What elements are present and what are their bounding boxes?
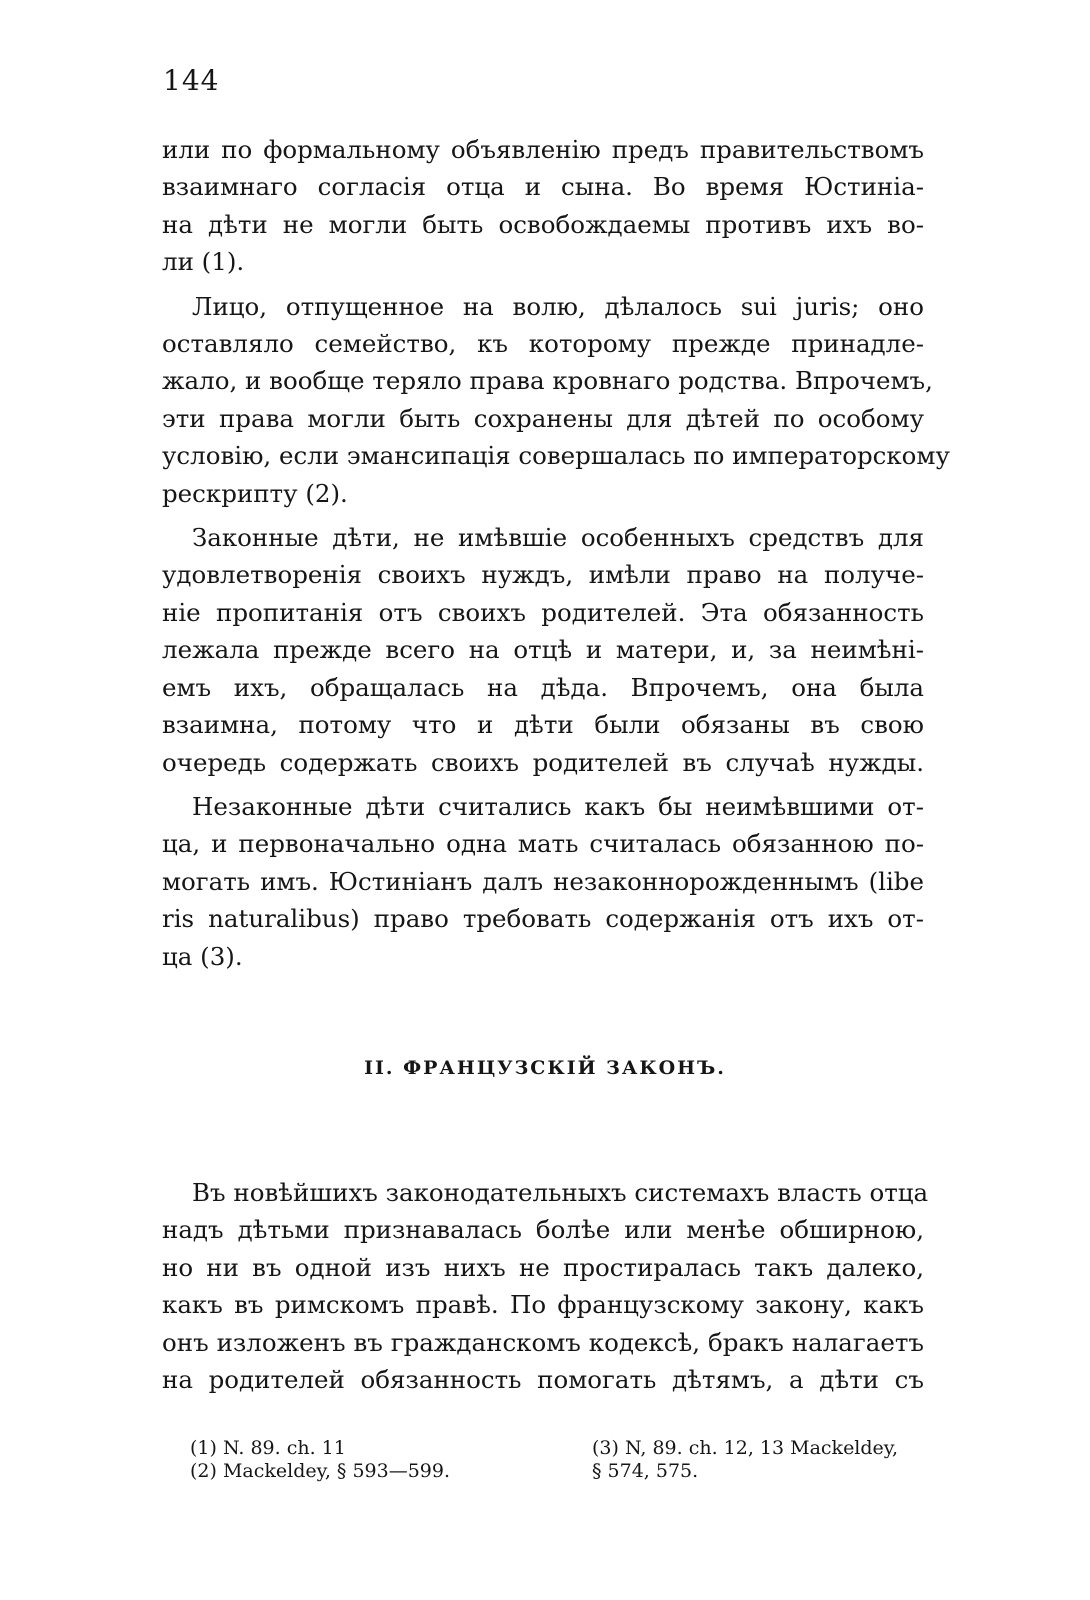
text-line: жало, и вообще теряло права кровнаго родства. Впрочемъ, (162, 366, 933, 396)
text-line: очередь содержать своихъ родителей въ случаѣ нужды. (162, 747, 924, 777)
text-line: но ни въ одной изъ нихъ не простиралась такъ далеко, (162, 1252, 924, 1282)
paragraph-2 (162, 288, 950, 512)
text-line: Лицо, отпущенное на волю, дѣлалось sui juris; оно (192, 291, 924, 321)
text-line: ли (1). (162, 247, 245, 277)
text-line: лежала прежде всего на отцѣ и матери, и, за неимѣні- (162, 635, 924, 665)
text-line: надъ дѣтьми признавалась болѣе или менѣе обширною, (162, 1215, 924, 1245)
footnote-3-continued: § 574, 575. (592, 1460, 699, 1482)
body-text-top (162, 131, 950, 982)
text-line: или по формальному объявленію предъ правительствомъ (162, 135, 924, 164)
text-line: эти права могли быть сохранены для дѣтей по особому (162, 403, 924, 433)
paragraph-5 (162, 1174, 929, 1398)
footnotes-left-column (190, 1437, 450, 1483)
section-heading: II. ФРАНЦУЗСКІЙ ЗАКОНЪ. (364, 1057, 726, 1079)
text-line: могать имъ. Юстиніанъ далъ незаконнорожденнымъ (libe (162, 866, 924, 896)
text-line: на родителей обязанность помогать дѣтямъ, а дѣти съ (162, 1365, 924, 1395)
text-line: рескрипту (2). (162, 478, 348, 508)
text-line: ца, и первоначально одна мать считалась обязанною по- (162, 829, 924, 859)
text-line: удовлетворенія своихъ нуждъ, имѣли право на получе- (162, 560, 924, 590)
text-line: Законные дѣти, не имѣвшіе особенныхъ средствъ для (192, 523, 924, 553)
paragraph-1 (162, 131, 924, 281)
text-line: емъ ихъ, обращалась на дѣда. Впрочемъ, она была (162, 672, 924, 702)
text-line: условію, если эмансипація совершалась по императорскому (162, 441, 950, 471)
footnote-3: (3) N, 89. ch. 12, 13 Mackeldey, (592, 1437, 899, 1459)
text-line: взаимнаго согласія отца и сына. Во время Юстиніа- (162, 172, 924, 202)
text-line: ніе пропитанія отъ своихъ родителей. Эта обязанность (162, 597, 924, 627)
text-line: ца (3). (162, 941, 243, 971)
text-line: ris naturalibus) право требовать содержанія отъ ихъ от- (162, 904, 924, 934)
text-line: какъ въ римскомъ правѣ. По французскому закону, какъ (162, 1290, 924, 1320)
body-text-bottom (162, 1174, 929, 1405)
text-line: Незаконные дѣти считались какъ бы неимѣвшими от- (192, 791, 924, 821)
text-line: оставляло семейство, къ которому прежде принадле- (162, 329, 924, 359)
footnote-2: (2) Mackeldey, § 593—599. (190, 1460, 451, 1482)
text-line: онъ изложенъ въ гражданскомъ кодексѣ, бракъ налагаетъ (162, 1327, 924, 1357)
text-line: Въ новѣйшихъ законодательныхъ системахъ власть отца (192, 1178, 929, 1207)
text-line: взаимна, потому что и дѣти были обязаны въ свою (162, 710, 924, 740)
text-line: на дѣти не могли быть освобождаемы противъ ихъ во- (162, 209, 924, 239)
footnote-1: (1) N. 89. ch. 11 (190, 1437, 346, 1459)
footnotes-right-column (592, 1437, 898, 1483)
paragraph-4 (162, 788, 924, 975)
paragraph-3 (162, 519, 924, 781)
page-number: 144 (163, 64, 220, 97)
